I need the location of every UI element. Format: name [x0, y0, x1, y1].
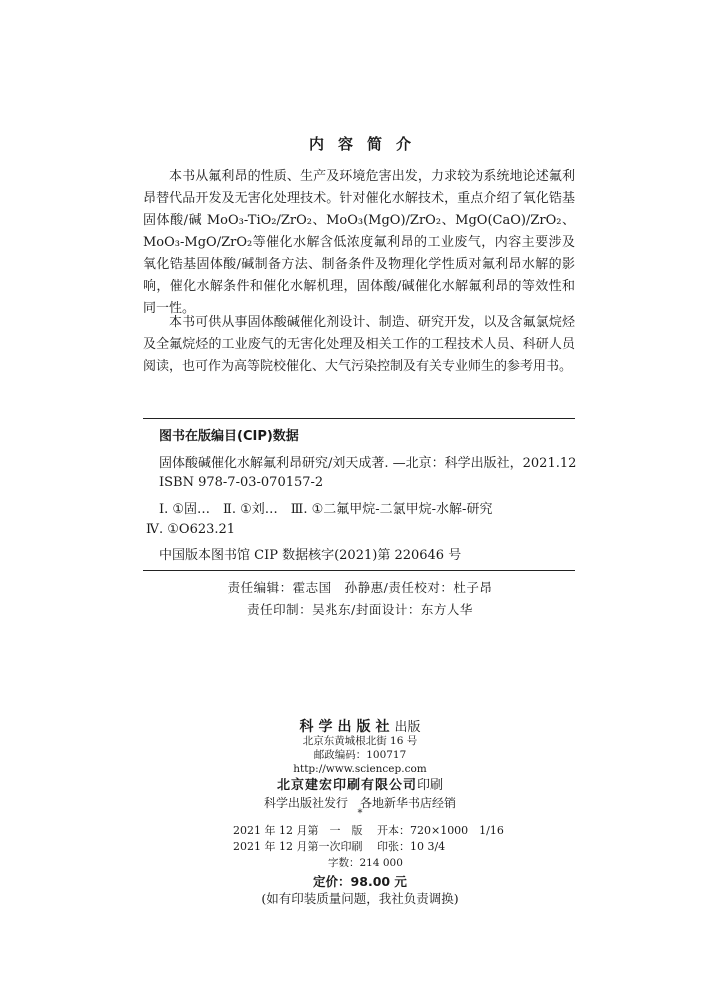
printer-line	[0, 774, 720, 793]
cip-top-rule	[143, 418, 575, 419]
printer-suffix: 印刷	[417, 778, 444, 793]
cip-subject-line: Ⅰ. ①固… Ⅱ. ①刘… Ⅲ. ①二氟甲烷-二氯甲烷-水解-研究	[159, 502, 493, 517]
publisher-line	[0, 716, 720, 736]
editor-credits: 责任编辑：霍志国 孙静惠/责任校对：杜子昂	[227, 580, 493, 595]
quality-note: (如有印装质量问题，我社负责调换)	[261, 891, 459, 906]
price: 定价：98.00 元	[313, 874, 407, 889]
page-title: 内容简介	[308, 135, 425, 153]
cip-isbn: ISBN 978-7-03-070157-2	[159, 475, 324, 490]
production-credits: 责任印制：吴兆东/封面设计：东方人华	[247, 602, 473, 617]
publisher-address: 北京东黄城根北街 16 号	[302, 735, 418, 747]
separator-star: *	[357, 808, 363, 819]
cip-bottom-rule	[143, 570, 575, 571]
printer-name: 北京建宏印刷有限公司	[276, 778, 417, 793]
publisher-name: 科学出版社	[299, 719, 395, 735]
edition-line-1: 2021 年 12 月第 一 版 开本：720×1000 1/16	[233, 824, 504, 837]
publisher-postcode: 邮政编码：100717	[313, 749, 407, 761]
cip-title-line: 固体酸碱催化水解氟利昂研究/刘天成著. —北京：科学出版社，2021.12	[159, 456, 577, 471]
word-count: 字数：214 000	[328, 857, 403, 869]
cip-record-number: 中国版本图书馆 CIP 数据核字(2021)第 220646 号	[159, 548, 462, 563]
intro-paragraph-2: 本书可供从事固体酸碱催化剂设计、制造、研究开发，以及含氟氯烷烃及全氟烷烃的工业废气的无害化处理及相关工作的工程技术人员、科研人员阅读，也可作为高等院校催化、大气污染控制及有关专业师生的参考用书。	[143, 315, 575, 374]
intro-paragraph-1: 本书从氟利昂的性质、生产及环境危害出发，力求较为系统地论述氟利昂替代品开发及无害化处理技术。针对催化水解技术，重点介绍了氧化锆基固体酸/碱 MoO₃-TiO₂/ZrO₂、MoO₃(MgO)/ZrO₂、MgO(CaO)/ZrO₂、MoO₃-MgO/ZrO₂等催化水解含低浓度氟利昂的工业废气，内容主要涉及氧化锆基固体酸/碱制备方法、制备条件及物理化学性质对氟利昂水解的影响，催化水解条件和催化水解机理，固体酸/碱催化水解氟利昂的等效性和同一性。	[143, 169, 575, 316]
cip-classification: Ⅳ. ①O623.21	[146, 522, 236, 537]
cip-heading: 图书在版编目(CIP)数据	[159, 429, 299, 444]
publisher-website: http://www.sciencep.com	[293, 763, 427, 775]
publisher-suffix: 出版	[394, 720, 421, 735]
distribution-line: 科学出版社发行 各地新华书店经销	[263, 796, 456, 810]
edition-line-2: 2021 年 12 月第一次印刷 印张：10 3/4	[233, 840, 446, 853]
